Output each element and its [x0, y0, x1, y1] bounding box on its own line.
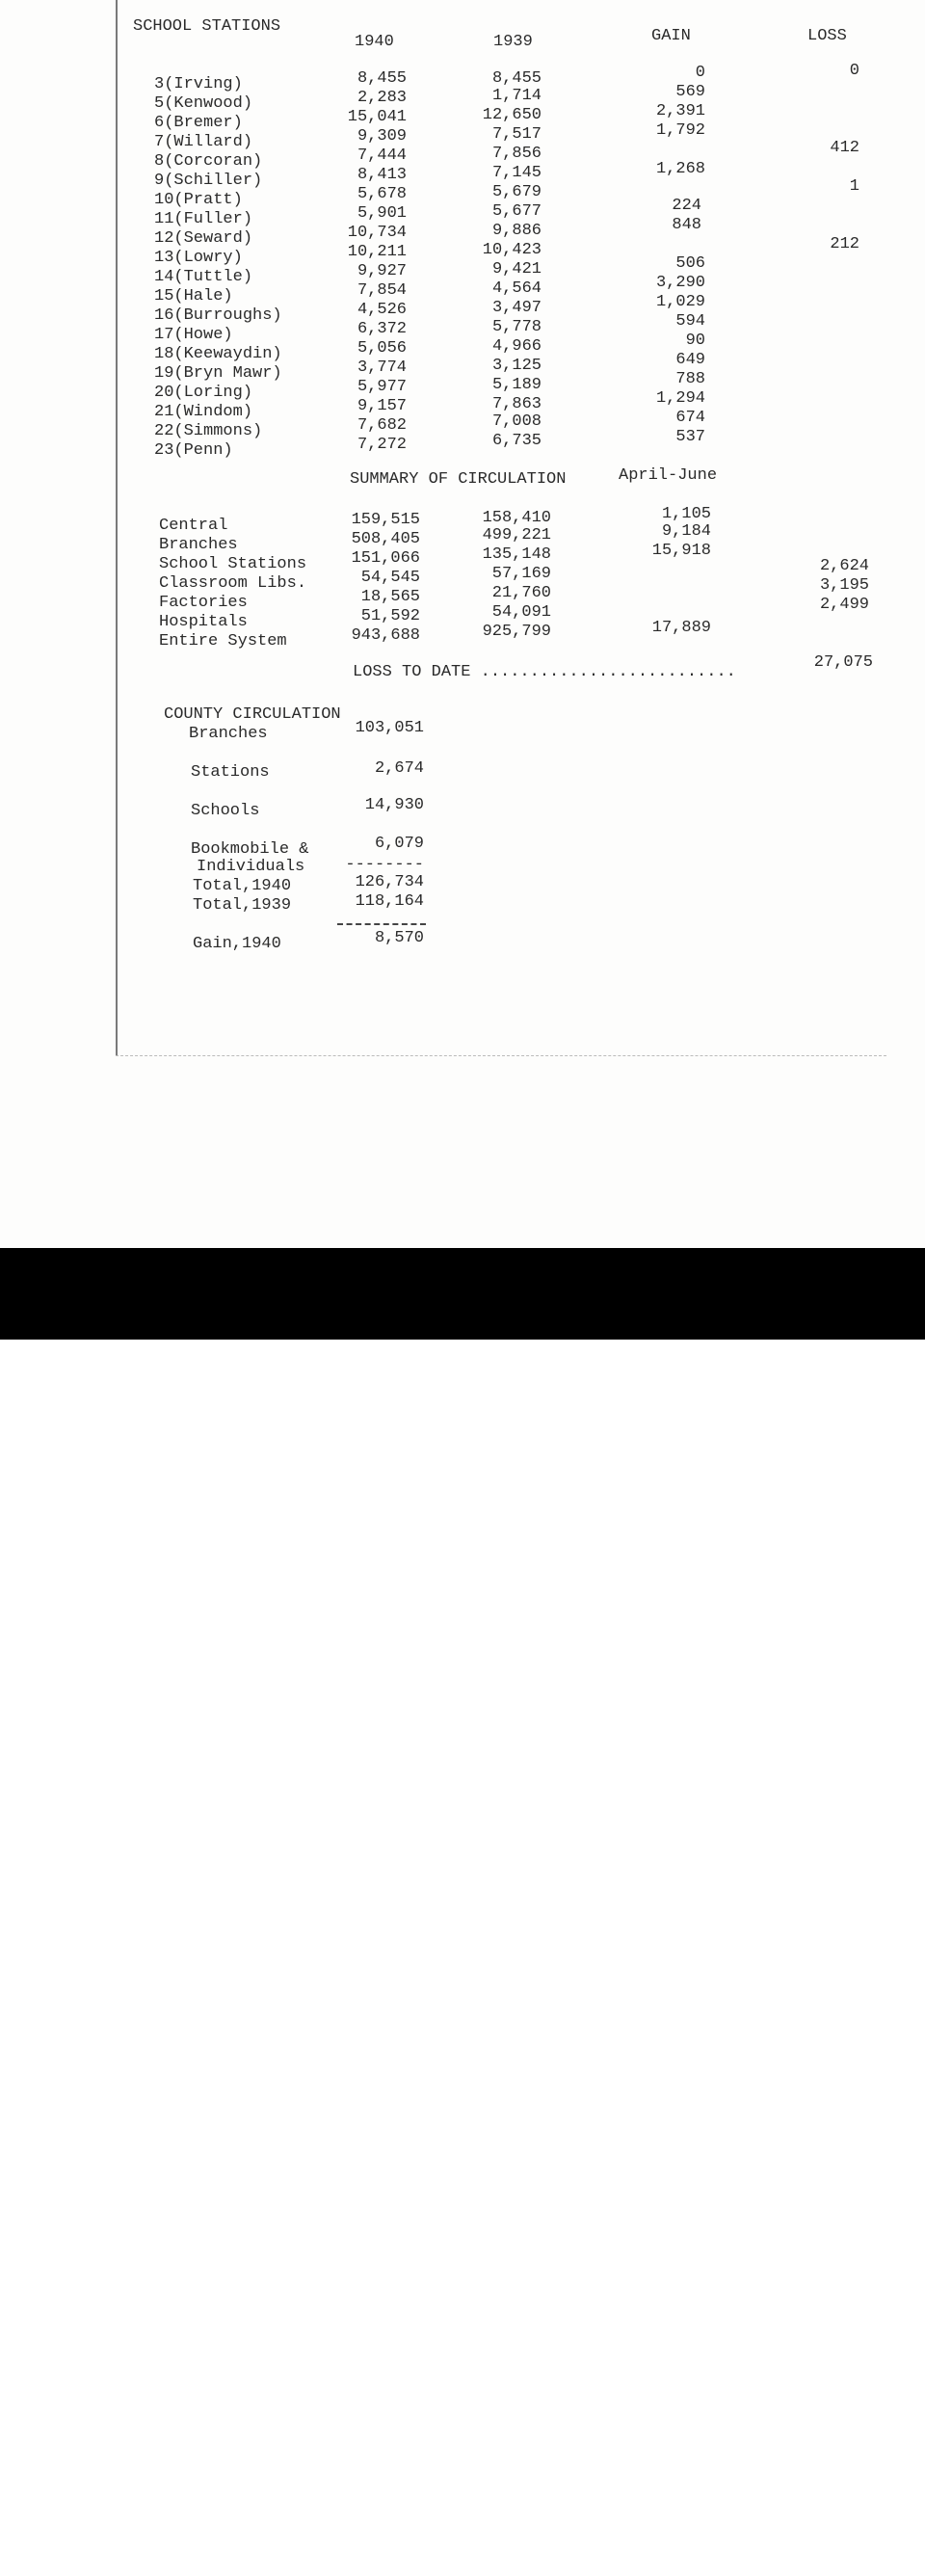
value-gain: 649: [675, 351, 705, 369]
brand-url: www.alamy.com: [789, 2560, 886, 2575]
value-1939: 9,421: [491, 260, 542, 279]
loss-to-date-label: LOSS TO DATE ..........................: [353, 663, 736, 681]
loss-to-date-value: 27,075: [813, 653, 873, 672]
value-1940: 2,283: [357, 89, 407, 107]
value-1940: 9,157: [357, 397, 407, 415]
value-1940: 943,688: [351, 626, 420, 645]
value-1939: 5,677: [491, 202, 542, 221]
column-header-1940: 1940: [355, 33, 394, 51]
total-underline: [337, 923, 426, 925]
value-1939: 57,169: [491, 565, 551, 583]
value-1940: 9,309: [357, 127, 407, 146]
summary-period: April-June: [619, 466, 718, 485]
value-1940: 8,413: [357, 166, 407, 184]
value-gain: 569: [675, 83, 705, 101]
station-name: 7(Willard): [154, 133, 253, 151]
value-1939: 10,423: [482, 241, 542, 259]
station-name: 23(Penn): [154, 441, 233, 460]
value-1940: 3,774: [357, 359, 407, 377]
summary-name: Entire System: [159, 632, 287, 651]
county-name: Stations: [191, 763, 270, 782]
bottom-edge-line: [116, 1055, 886, 1056]
value-1940: 51,592: [360, 607, 420, 625]
school-stations-title: SCHOOL STATIONS: [133, 17, 281, 36]
value-loss: 412: [830, 139, 859, 157]
station-name: 20(Loring): [154, 384, 253, 402]
station-name: 6(Bremer): [154, 114, 243, 132]
value-1940: 5,977: [357, 378, 407, 396]
station-name: 19(Bryn Mawr): [154, 364, 282, 383]
image-id: 3A8TK5H: [828, 2536, 886, 2552]
summary-name: School Stations: [159, 555, 307, 573]
county-value: --------: [345, 856, 424, 874]
value-1939: 4,564: [491, 279, 542, 298]
value-1939: 3,125: [491, 357, 542, 375]
county-value: 126,734: [355, 873, 424, 891]
value-1939: 9,886: [491, 222, 542, 240]
value-gain: 224: [672, 197, 701, 215]
station-name: 21(Windom): [154, 403, 253, 421]
value-gain: 3,290: [655, 274, 705, 292]
value-gain: 90: [685, 332, 705, 350]
value-1939: 158,410: [482, 509, 551, 527]
value-gain: 537: [675, 428, 705, 446]
value-gain: 1,792: [655, 121, 705, 140]
county-value: 8,570: [374, 929, 424, 947]
summary-name: Classroom Libs.: [159, 574, 307, 593]
value-1940: 5,901: [357, 204, 407, 223]
value-gain: 1,268: [655, 160, 705, 178]
value-1939: 12,650: [482, 106, 542, 124]
value-gain: 9,184: [661, 522, 711, 541]
value-1940: 4,526: [357, 301, 407, 319]
summary-name: Factories: [159, 594, 248, 612]
value-1940: 7,272: [357, 436, 407, 454]
value-gain: 17,889: [651, 619, 711, 637]
value-1939: 5,778: [491, 318, 542, 336]
station-name: 18(Keewaydin): [154, 345, 282, 363]
value-gain: 15,918: [651, 542, 711, 560]
value-gain: 2,391: [655, 102, 705, 120]
value-1939: 8,455: [491, 69, 542, 88]
column-header-1939: 1939: [493, 33, 533, 51]
value-1940: 7,854: [357, 281, 407, 300]
value-1940: 7,682: [357, 416, 407, 435]
left-margin-line: [116, 0, 118, 1055]
value-1940: 8,455: [357, 69, 407, 88]
county-name: Branches: [189, 725, 268, 743]
value-1940: 508,405: [351, 530, 420, 548]
county-name: Total,1940: [193, 877, 292, 895]
value-1939: 3,497: [491, 299, 542, 317]
value-1939: 135,148: [482, 545, 551, 564]
value-gain: 0: [695, 64, 705, 82]
value-1939: 5,679: [491, 183, 542, 201]
value-1939: 54,091: [491, 603, 551, 622]
station-name: 17(Howe): [154, 326, 233, 344]
county-name: Gain,1940: [193, 935, 281, 953]
station-name: 15(Hale): [154, 287, 233, 305]
value-gain: 1,294: [655, 389, 705, 408]
value-1939: 4,966: [491, 337, 542, 356]
value-loss: 3,195: [819, 576, 869, 595]
summary-name: Hospitals: [159, 613, 248, 631]
value-1939: 5,189: [491, 376, 542, 394]
summary-name: Branches: [159, 536, 238, 554]
value-1940: 54,545: [360, 569, 420, 587]
value-1939: 6,735: [491, 432, 542, 450]
brand-logo: alamy: [39, 2515, 171, 2569]
value-1940: 7,444: [357, 146, 407, 165]
station-name: 16(Burroughs): [154, 306, 282, 325]
value-1939: 7,008: [491, 412, 542, 431]
station-name: 14(Tuttle): [154, 268, 253, 286]
document-page: [0, 0, 925, 1248]
value-loss: 1: [849, 177, 859, 196]
value-gain: 1,105: [661, 505, 711, 523]
value-gain: 788: [675, 370, 705, 388]
county-value: 2,674: [374, 759, 424, 778]
station-name: 3(Irving): [154, 75, 243, 93]
county-name: Schools: [191, 802, 260, 820]
value-1940: 5,678: [357, 185, 407, 203]
value-1939: 7,863: [491, 395, 542, 413]
value-1939: 7,517: [491, 125, 542, 144]
value-1940: 151,066: [351, 549, 420, 568]
station-name: 12(Seward): [154, 229, 253, 248]
value-1939: 7,145: [491, 164, 542, 182]
value-1939: 7,856: [491, 145, 542, 163]
value-gain: 506: [675, 254, 705, 273]
station-name: 11(Fuller): [154, 210, 253, 228]
county-value: 14,930: [364, 796, 424, 814]
value-loss: 2,624: [819, 557, 869, 575]
county-value: 103,051: [355, 719, 424, 737]
value-1940: 6,372: [357, 320, 407, 338]
county-name: Total,1939: [193, 896, 292, 915]
county-title: COUNTY CIRCULATION: [164, 705, 341, 724]
station-name: 9(Schiller): [154, 172, 263, 190]
value-loss: 0: [849, 62, 859, 80]
value-1940: 18,565: [360, 588, 420, 606]
value-1940: 9,927: [357, 262, 407, 280]
value-1940: 10,734: [347, 224, 407, 242]
value-1939: 499,221: [482, 526, 551, 544]
value-gain: 848: [672, 216, 701, 234]
station-name: 10(Pratt): [154, 191, 243, 209]
value-gain: 674: [675, 409, 705, 427]
station-name: 5(Kenwood): [154, 94, 253, 113]
value-1940: 159,515: [351, 511, 420, 529]
value-1939: 1,714: [491, 87, 542, 105]
county-name: Bookmobile &: [191, 840, 309, 859]
value-gain: 1,029: [655, 293, 705, 311]
value-1939: 21,760: [491, 584, 551, 602]
watermark-footer: [0, 1248, 925, 2575]
summary-name: Central: [159, 517, 228, 535]
county-name: Individuals: [197, 858, 305, 876]
value-loss: 212: [830, 235, 859, 253]
value-1939: 925,799: [482, 623, 551, 641]
county-value: 6,079: [374, 835, 424, 853]
column-header-gain: GAIN: [651, 27, 691, 45]
value-loss: 2,499: [819, 596, 869, 614]
summary-title: SUMMARY OF CIRCULATION: [350, 470, 567, 489]
value-gain: 594: [675, 312, 705, 331]
station-name: 22(Simmons): [154, 422, 263, 440]
value-1940: 10,211: [347, 243, 407, 261]
value-1940: 15,041: [347, 108, 407, 126]
value-1940: 5,056: [357, 339, 407, 358]
column-header-loss: LOSS: [807, 27, 847, 45]
station-name: 8(Corcoran): [154, 152, 263, 171]
station-name: 13(Lowry): [154, 249, 243, 267]
county-value: 118,164: [355, 892, 424, 911]
